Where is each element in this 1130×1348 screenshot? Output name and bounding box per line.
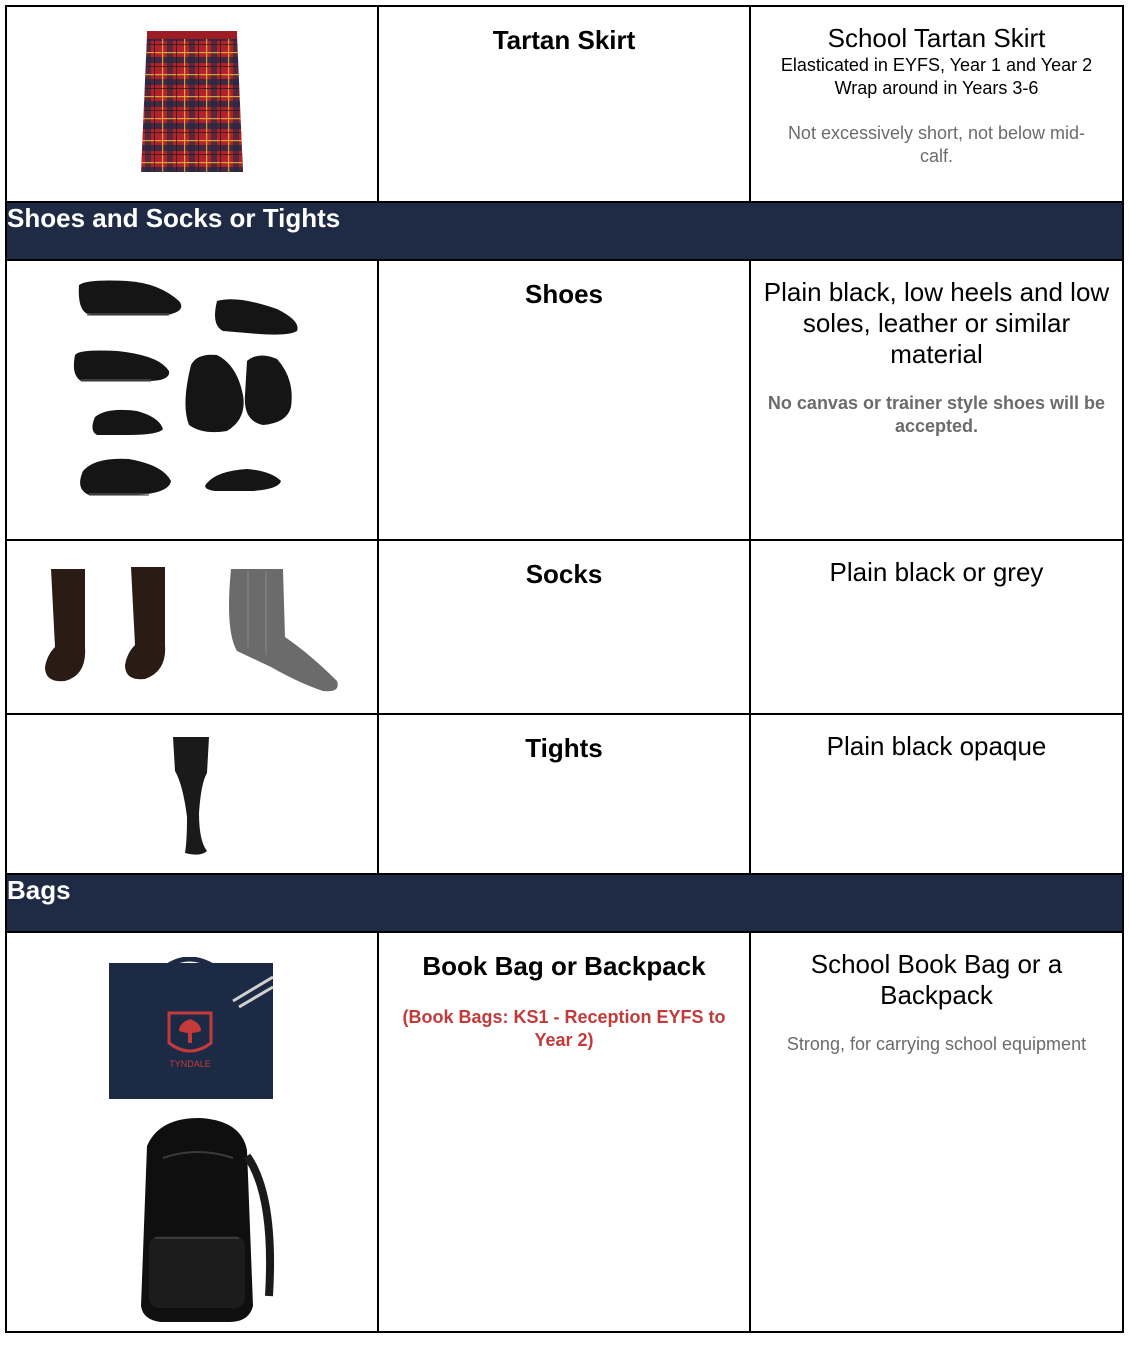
tartan-skirt-sub1: Elasticated in EYFS, Year 1 and Year 2 [780,55,1093,75]
book-bag-image [107,957,277,1102]
socks-desc: Plain black or grey [829,557,1044,587]
shoes-desc: Plain black, low heels and low soles, leather or similar material [763,277,1110,369]
shoes-image-cell [6,260,378,540]
shoes-name: Shoes [378,260,750,540]
uniform-table [5,5,1124,1333]
socks-description-cell [750,540,1123,714]
tights-desc: Plain black opaque [826,731,1047,761]
book-bag-image-cell [6,932,378,1332]
row-tights [6,714,1123,874]
tartan-skirt-description-cell [750,6,1123,202]
section-title-bags: Bags [6,874,1123,932]
shoes-description-cell [750,260,1123,540]
tartan-skirt-image-cell [6,6,378,202]
row-socks [6,540,1123,714]
tartan-skirt-note: Not excessively short, not below mid-calf. [787,123,1086,166]
tartan-skirt-sub2: Wrap around in Years 3-6 [834,78,1039,98]
section-shoes-socks-tights [6,202,1123,260]
school-logo-text: TYNDALE [169,1059,211,1069]
tartan-skirt-image [137,27,247,177]
row-book-bag [6,932,1123,1332]
tights-description-cell [750,714,1123,874]
tights-image [167,733,217,859]
section-bags [6,874,1123,932]
shoes-note: No canvas or trainer style shoes will be accepted. [767,393,1106,436]
book-bag-name: Book Bag or Backpack [422,951,706,981]
row-tartan-skirt [6,6,1123,202]
book-bag-note: Strong, for carrying school equipment [786,1034,1087,1054]
book-bag-description-cell [750,932,1123,1332]
tights-image-cell [6,714,378,874]
tartan-skirt-name: Tartan Skirt [378,6,750,202]
book-bag-red-note: (Book Bags: KS1 - Reception EYFS to Year 2) [402,1007,726,1050]
socks-name: Socks [378,540,750,714]
backpack-image [107,1116,277,1326]
book-bag-desc: School Book Bag or a Backpack [810,949,1063,1010]
row-shoes [6,260,1123,540]
shoes-image [67,275,327,525]
book-bag-name-cell [378,932,750,1332]
tartan-skirt-desc: School Tartan Skirt [827,23,1046,53]
section-title-shoes-socks-tights: Shoes and Socks or Tights [6,202,1123,260]
socks-image-cell [6,540,378,714]
socks-image [41,559,341,699]
tights-name: Tights [378,714,750,874]
